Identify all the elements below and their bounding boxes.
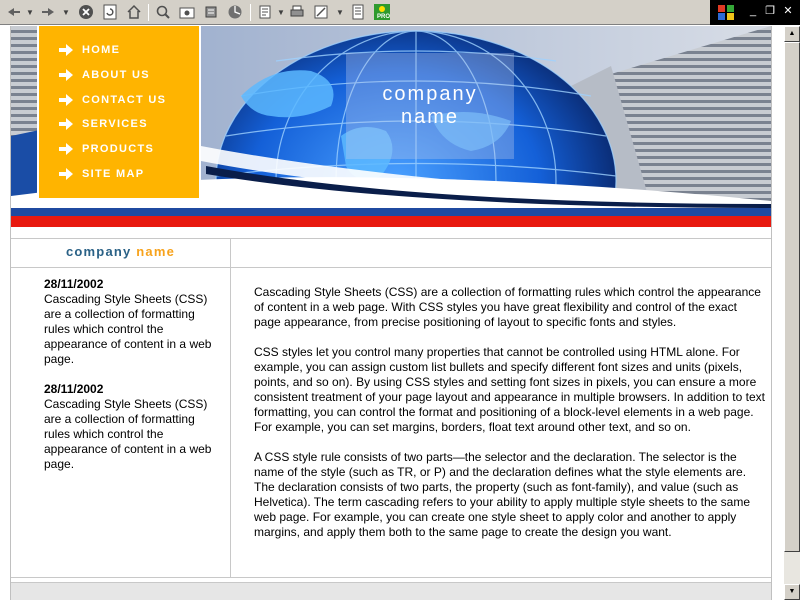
column-divider	[230, 238, 231, 578]
svg-text:PRO: PRO	[377, 14, 391, 20]
forward-icon[interactable]	[38, 2, 58, 22]
arrow-right-icon	[59, 69, 73, 81]
close-icon[interactable]: ✕	[783, 5, 793, 17]
arrow-right-icon	[59, 118, 73, 130]
windows-logo-icon	[717, 4, 735, 21]
page-footer	[11, 582, 771, 600]
scroll-down-icon[interactable]: ▼	[784, 584, 800, 600]
article-paragraph: CSS styles let you control many properties that cannot be controlled using HTML alone. For example, you can assign custom list bullets and specify different font sizes and units (pixels, points, and so on). By using CSS styles and setting font sizes in pixels, you can ensure a more consistent treatment of your page layout and appearance in multiple browsers. In addition to text formatting, you can control the format and positioning of a block-level elements in a web page. For example, you can set margins, borders, float text around other text, and so on.	[254, 345, 765, 434]
nav-item-site-map[interactable]	[59, 165, 144, 183]
banner-company-line1: company	[382, 83, 478, 105]
toolbar-separator	[148, 4, 149, 21]
divider	[11, 577, 771, 578]
nav-label: SITE MAP	[82, 168, 145, 180]
home-icon[interactable]	[124, 2, 144, 22]
edit-icon[interactable]	[311, 2, 331, 22]
stop-icon[interactable]	[76, 2, 96, 22]
web-page	[0, 26, 784, 600]
edit-dropdown-icon[interactable]: ▼	[336, 7, 344, 17]
page-border-right	[771, 26, 772, 600]
media-icon[interactable]	[225, 2, 245, 22]
arrow-right-icon	[59, 44, 73, 56]
mail-dropdown-icon[interactable]: ▼	[277, 7, 285, 17]
nav-label: HOME	[82, 44, 121, 56]
nav-item-products[interactable]	[59, 140, 154, 158]
news-date: 28/11/2002	[44, 277, 104, 291]
article-paragraph: Cascading Style Sheets (CSS) are a collection of formatting rules which control the appearance of content in a web page. With CSS styles you have great flexibility and control of the exact page appearance, from precise positioning of layout to specific fonts and styles.	[254, 285, 761, 329]
main-article	[254, 285, 766, 555]
nav-item-about-us[interactable]	[59, 66, 150, 84]
refresh-icon[interactable]	[100, 2, 120, 22]
arrow-right-icon	[59, 94, 73, 106]
divider	[11, 238, 771, 239]
divider	[11, 267, 771, 268]
sidebar-title-company: company	[65, 244, 132, 259]
browser-toolbar	[0, 0, 800, 25]
nav-item-contact-us[interactable]	[59, 91, 166, 109]
toolbar-separator	[250, 4, 251, 21]
banner-company-line2: name	[400, 106, 460, 128]
messenger-icon[interactable]	[372, 2, 392, 22]
news-item	[44, 382, 224, 472]
nav-label: ABOUT US	[82, 69, 150, 81]
news-text: Cascading Style Sheets (CSS) are a collection of formatting rules which control the appearance of content in a web page.	[44, 292, 212, 366]
nav-label: PRODUCTS	[82, 143, 155, 155]
favorites-icon[interactable]	[177, 2, 197, 22]
main-navigation	[37, 26, 201, 200]
mail-icon[interactable]	[256, 2, 276, 22]
sidebar-title-name: name	[136, 244, 176, 259]
back-icon[interactable]	[4, 2, 24, 22]
print-icon[interactable]	[287, 2, 307, 22]
article-paragraph: A CSS style rule consists of two parts—the selector and the declaration. The selector is the name of the style (such as TR, or P) and the declaration defines what the style elements are. The declaration consists of two parts, the property (such as font-family), and value (such as Helvetica). The term cascading refers to your ability to apply multiple style sheets to the same web page. For example, you can create one style sheet to apply color and another to apply margins, and apply them both to the same page to create the design you want.	[254, 450, 751, 539]
search-icon[interactable]	[153, 2, 173, 22]
nav-item-services[interactable]	[59, 115, 148, 133]
arrow-right-icon	[59, 168, 73, 180]
scroll-up-icon[interactable]: ▲	[784, 26, 800, 42]
header-red-stripe	[11, 216, 771, 227]
arrow-right-icon	[59, 143, 73, 155]
news-item	[44, 277, 224, 367]
nav-item-home[interactable]	[59, 41, 120, 59]
header-blue-stripe	[11, 208, 771, 216]
back-dropdown-icon[interactable]: ▼	[26, 7, 34, 17]
vertical-scrollbar[interactable]	[784, 26, 800, 600]
history-icon[interactable]	[201, 2, 221, 22]
restore-icon[interactable]: ❐	[765, 5, 775, 17]
scrollbar-thumb[interactable]	[784, 42, 800, 552]
discuss-icon[interactable]	[348, 2, 368, 22]
minimize-icon[interactable]: _	[749, 5, 757, 17]
nav-label: SERVICES	[82, 118, 148, 130]
forward-dropdown-icon[interactable]: ▼	[62, 7, 70, 17]
banner-company-name	[346, 53, 514, 159]
sidebar-title	[11, 244, 230, 259]
news-text: Cascading Style Sheets (CSS) are a collection of formatting rules which control the appearance of content in a web page.	[44, 397, 212, 471]
nav-label: CONTACT US	[82, 94, 167, 106]
news-date: 28/11/2002	[44, 382, 104, 396]
